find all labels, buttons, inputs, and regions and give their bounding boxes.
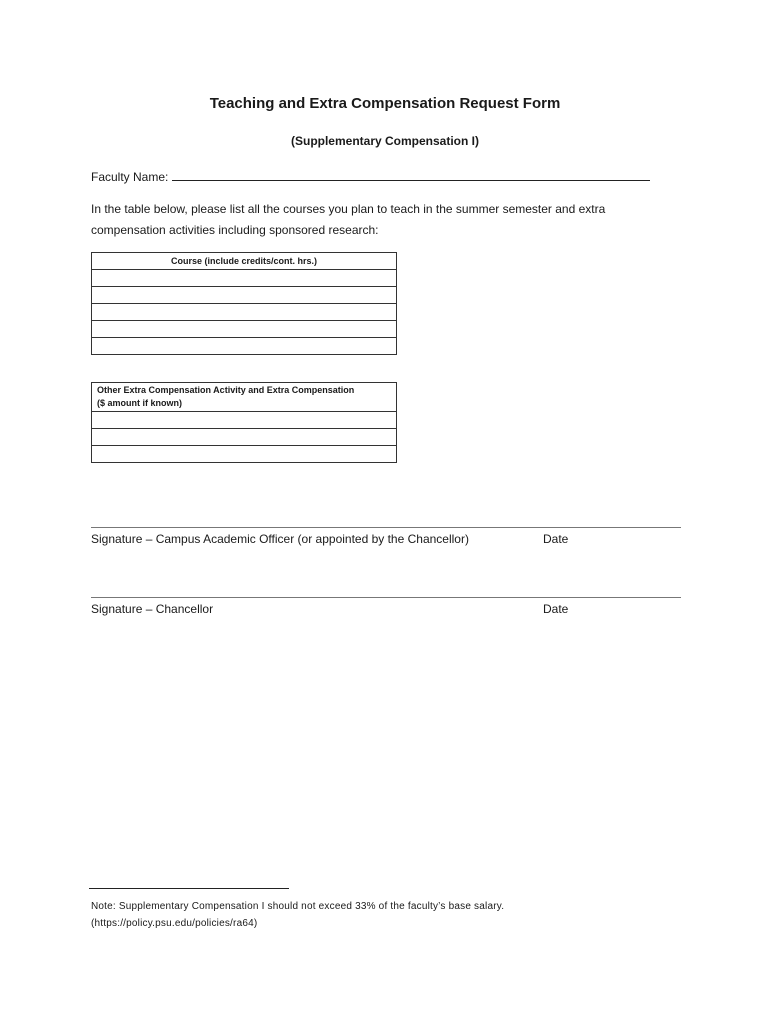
extra-compensation-header	[92, 383, 397, 412]
signature-cao-label: Signature – Campus Academic Officer (or appointed by the Chancellor)	[91, 532, 469, 546]
extra-compensation-row	[92, 446, 397, 463]
footnote-link: (https://policy.psu.edu/policies/ra64)	[91, 918, 258, 929]
footnote-line1: Note: Supplementary Compensation I should not exceed 33% of the faculty’s base salary.	[91, 901, 505, 912]
course-cell[interactable]	[92, 338, 397, 355]
course-row	[92, 304, 397, 321]
course-row	[92, 338, 397, 355]
course-cell[interactable]	[92, 321, 397, 338]
faculty-name-row	[91, 168, 650, 184]
signature-chancellor-label: Signature – Chancellor	[91, 602, 214, 616]
footnote	[91, 898, 504, 932]
signature-cao-block	[91, 527, 681, 546]
extra-compensation-cell[interactable]	[92, 412, 397, 429]
faculty-name-label: Faculty Name:	[91, 170, 169, 184]
signature-chancellor-block	[91, 597, 681, 616]
extra-compensation-header-line2: ($ amount if known)	[97, 398, 182, 408]
course-cell[interactable]	[92, 287, 397, 304]
course-row	[92, 287, 397, 304]
extra-compensation-cell[interactable]	[92, 429, 397, 446]
page-title: Teaching and Extra Compensation Request Form	[209, 95, 561, 112]
course-cell[interactable]	[92, 304, 397, 321]
course-row	[92, 270, 397, 287]
page-subtitle: (Supplementary Compensation I)	[290, 134, 480, 148]
instructions-text: In the table below, please list all the courses you plan to teach in the summer semester and extra compensation activities including sponsored research:	[91, 202, 606, 237]
extra-compensation-row	[92, 412, 397, 429]
extra-compensation-row	[92, 429, 397, 446]
faculty-name-field[interactable]	[172, 168, 650, 181]
signature-chancellor-date-label: Date	[543, 602, 569, 616]
signature-cao-date-label: Date	[543, 532, 569, 546]
courses-table-header: Course (include credits/cont. hrs.)	[92, 253, 397, 270]
extra-compensation-table	[91, 382, 397, 463]
extra-compensation-header-line1: Other Extra Compensation Activity and Extra Compensation	[97, 385, 355, 395]
courses-table	[91, 252, 397, 355]
course-row	[92, 321, 397, 338]
extra-compensation-cell[interactable]	[92, 446, 397, 463]
footnote-divider	[89, 888, 289, 889]
course-cell[interactable]	[92, 270, 397, 287]
